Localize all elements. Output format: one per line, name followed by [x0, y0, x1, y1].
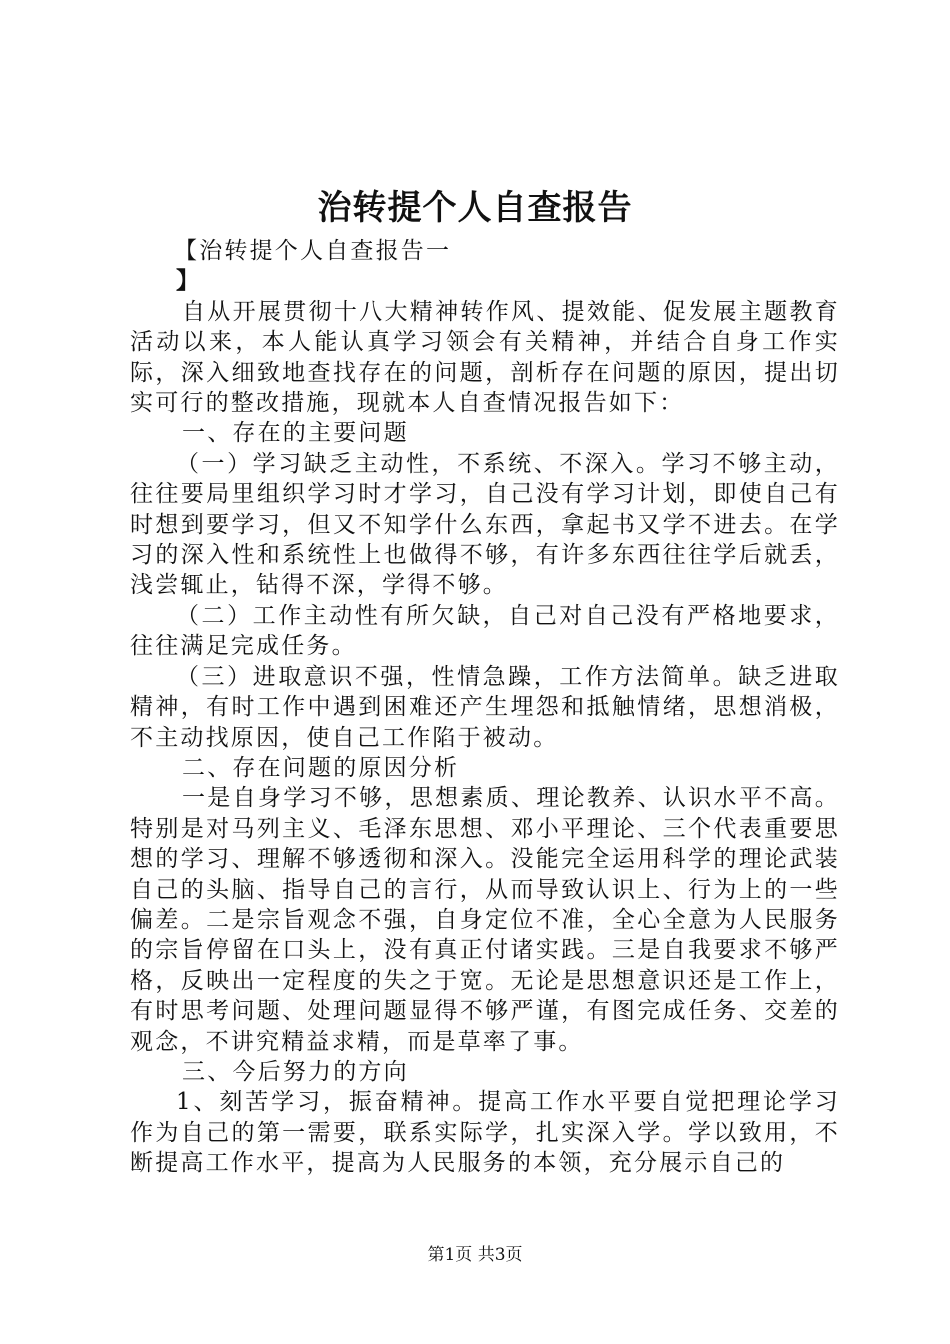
problem-item-3: （三）进取意识不强，性情急躁，工作方法简单。缺乏进取精神，有时工作中遇到困难还产生埋怨和抵触情绪，思想消极，不主动找原因，使自己工作陷于被动。: [130, 663, 840, 751]
intro-paragraph: 自从开展贯彻十八大精神转作风、提效能、促发展主题教育活动以来，本人能认真学习领会有关精神，并结合自身工作实际，深入细致地查找存在的问题，剖析存在问题的原因，提出切实可行的整改措施，现就本人自查情况报告如下：: [130, 298, 840, 417]
direction-item-1: 1、刻苦学习，振奋精神。提高工作水平要自觉把理论学习作为自己的第一需要，联系实际学，扎实深入学。学以致用，不断提高工作水平，提高为人民服务的本领，充分展示自己的: [130, 1089, 840, 1177]
document-body: [130, 236, 840, 1179]
analysis-paragraph: 一是自身学习不够，思想素质、理论教养、认识水平不高。特别是对马列主义、毛泽东思想、邓小平理论、三个代表重要思想的学习、理解不够透彻和深入。没能完全运用科学的理论武装自己的头脑、指导自己的言行，从而导致认识上、行为上的一些偏差。二是宗旨观念不强，自身定位不准，全心全意为人民服务的宗旨停留在口头上，没有真正付诸实践。三是自我要求不够严格，反映出一定程度的失之于宽。无论是思想意识还是工作上，有时思考问题、处理问题显得不够严谨，有图完成任务、交差的观念，不讲究精益求精，而是草率了事。: [130, 785, 840, 1055]
section-heading-2: 二、存在问题的原因分析: [182, 754, 460, 781]
problem-item-2: （二）工作主动性有所欠缺，自己对自己没有严格地要求，往往满足完成任务。: [130, 602, 840, 660]
section-marker-close: 】: [176, 267, 202, 295]
page-footer: 第1页 共3页: [427, 1245, 523, 1265]
document-title: 治转提个人自查报告: [317, 188, 633, 228]
section-heading-3: 三、今后努力的方向: [182, 1058, 409, 1085]
section-marker-open: 【治转提个人自查报告一: [174, 238, 452, 264]
section-heading-1: 一、存在的主要问题: [182, 420, 409, 447]
problem-item-1: （一）学习缺乏主动性，不系统、不深入。学习不够主动，往往要局里组织学习时才学习，自己没有学习计划，即使自己有时想到要学习，但又不知学什么东西，拿起书又学不进去。在学习的深入性和系统性上也做得不够，有许多东西往往学后就丢，浅尝辄止，钻得不深，学得不够。: [130, 450, 840, 599]
